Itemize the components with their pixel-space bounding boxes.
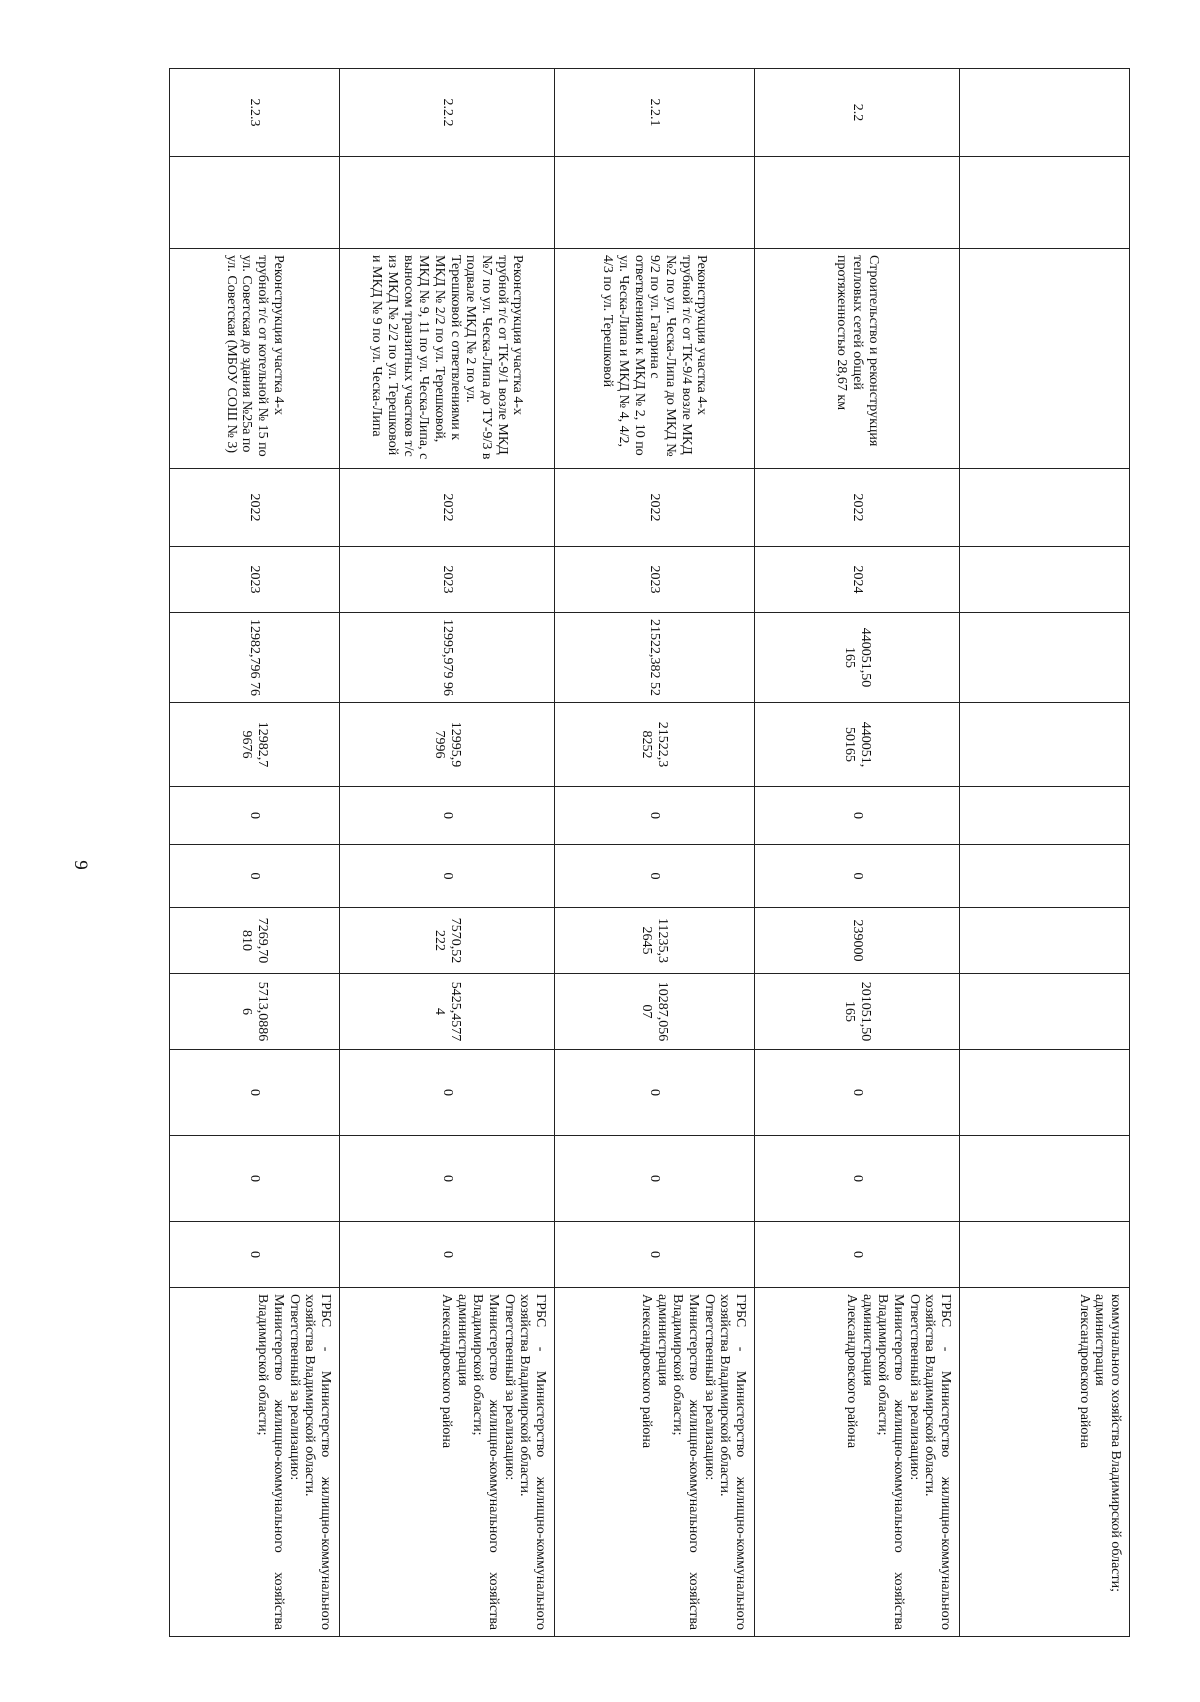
responsible-line: ГРБС - Министерство жилищно-коммунального хозяйства Владимирской области. <box>717 1294 748 1630</box>
value-5-cell <box>960 908 1130 974</box>
value-9-cell: 0 <box>755 1222 960 1288</box>
year-start-cell: 2022 <box>170 469 340 547</box>
value-3-cell: 0 <box>340 787 555 845</box>
value-3-cell: 0 <box>170 787 340 845</box>
row-subnumber-cell <box>555 157 755 249</box>
responsible-cell <box>170 1288 340 1637</box>
value-8-cell: 0 <box>555 1136 755 1222</box>
responsible-line: Александровского района <box>438 1294 454 1449</box>
responsible-line: администрация <box>654 1294 670 1386</box>
value-8-cell: 0 <box>755 1136 960 1222</box>
table-row <box>555 69 755 1637</box>
table-row <box>755 69 960 1637</box>
value-7-cell <box>960 1050 1130 1136</box>
responsible-line: Ответственный за реализацию: <box>286 1294 302 1481</box>
value-3-cell: 0 <box>755 787 960 845</box>
value-7-cell: 0 <box>555 1050 755 1136</box>
row-number-cell: 2.2.2 <box>340 69 555 157</box>
value-7-cell: 0 <box>170 1050 340 1136</box>
value-6-cell: 5425,4577 4 <box>340 974 555 1050</box>
row-subnumber-cell <box>340 157 555 249</box>
responsible-line: Александровского района <box>843 1294 859 1449</box>
year-start-cell: 2022 <box>340 469 555 547</box>
total-value-cell <box>960 613 1130 703</box>
value-4-cell: 0 <box>170 845 340 908</box>
responsible-line: Министерство жилищно-коммунального хозяйства Владимирской области; <box>255 1294 286 1630</box>
responsible-line: администрация <box>454 1294 470 1386</box>
value-6-cell <box>960 974 1130 1050</box>
year-end-cell <box>960 547 1130 613</box>
value-2-cell: 440051, 50165 <box>755 703 960 787</box>
measure-name-cell: Реконструкция участка 4-х трубной т/с от котельной № 15 по ул. Советская до здания №25а по ул. Советская (МБОУ СОШ № 3) <box>170 249 340 469</box>
total-value-cell: 440051,50 165 <box>755 613 960 703</box>
row-subnumber-cell <box>755 157 960 249</box>
responsible-line: Ответственный за реализацию: <box>906 1294 922 1481</box>
row-number-cell <box>960 69 1130 157</box>
responsible-line: ГРБС - Министерство жилищно-коммунального хозяйства Владимирской области. <box>922 1294 953 1630</box>
total-value-cell: 12995,979 96 <box>340 613 555 703</box>
program-table <box>169 68 1130 1637</box>
responsible-line: ГРБС - Министерство жилищно-коммунального хозяйства Владимирской области. <box>517 1294 548 1630</box>
measure-name-cell: Реконструкция участка 4-х трубной т/с от ТК-9/1 возле МКД №7 по ул. Ческа-Липа до ТУ-9/3 в подвале МКД № 2 по ул. Терешковой с ответвлениями к МКД № 2/2 по ул. Терешковой, МКД № 9, 11 по ул. Ческа-Липа, с выносом транзитных участков т/с из МКД № 2/2 по ул. Терешковой и МКД № 9 по ул. Ческа-Липа <box>340 249 555 469</box>
responsible-line: Ответственный за реализацию: <box>701 1294 717 1481</box>
row-subnumber-cell <box>960 157 1130 249</box>
table-row <box>170 69 340 1637</box>
table-row <box>340 69 555 1637</box>
value-9-cell: 0 <box>555 1222 755 1288</box>
value-8-cell <box>960 1136 1130 1222</box>
responsible-line: администрация <box>859 1294 875 1386</box>
row-subnumber-cell <box>170 157 340 249</box>
measure-name-cell: Строительство и реконструкция тепловых сетей общей протяженностью 28,67 км <box>755 249 960 469</box>
table-row <box>960 69 1130 1637</box>
value-7-cell: 0 <box>340 1050 555 1136</box>
responsible-line: Министерство жилищно-коммунального хозяйства Владимирской области; <box>670 1294 701 1630</box>
responsible-line: Александровского района <box>1076 1294 1092 1449</box>
measure-name-cell <box>960 249 1130 469</box>
value-2-cell: 21522,3 8252 <box>555 703 755 787</box>
value-9-cell: 0 <box>340 1222 555 1288</box>
value-9-cell <box>960 1222 1130 1288</box>
row-number-cell: 2.2.1 <box>555 69 755 157</box>
rotated-table-area <box>170 68 1130 1636</box>
measure-name-cell: Реконструкция участка 4-х трубной т/с от ТК-9/4 возле МКД №2 по ул. Ческа-Липа до МКД № 9/2 по ул. Гагарина с ответвлениями к МКД № 2, 10 по ул. Ческа-Липа и МКД № 4, 4/2, 4/3 по ул. Терешковой <box>555 249 755 469</box>
responsible-line: администрация <box>1092 1294 1108 1386</box>
year-end-cell: 2023 <box>555 547 755 613</box>
value-2-cell: 12982,7 9676 <box>170 703 340 787</box>
responsible-cell <box>555 1288 755 1637</box>
year-start-cell <box>960 469 1130 547</box>
value-4-cell: 0 <box>340 845 555 908</box>
responsible-cell <box>755 1288 960 1637</box>
value-3-cell <box>960 787 1130 845</box>
year-start-cell: 2022 <box>555 469 755 547</box>
value-8-cell: 0 <box>340 1136 555 1222</box>
responsible-line: ГРБС - Министерство жилищно-коммунального хозяйства Владимирской области. <box>302 1294 333 1630</box>
row-number-cell: 2.2 <box>755 69 960 157</box>
responsible-line: Министерство жилищно-коммунального хозяйства Владимирской области; <box>470 1294 501 1630</box>
year-end-cell: 2023 <box>170 547 340 613</box>
responsible-cell <box>340 1288 555 1637</box>
value-3-cell: 0 <box>555 787 755 845</box>
responsible-line: Министерство жилищно-коммунального хозяйства Владимирской области; <box>875 1294 906 1630</box>
value-5-cell: 7269,70 810 <box>170 908 340 974</box>
value-9-cell: 0 <box>170 1222 340 1288</box>
value-6-cell: 10287,056 07 <box>555 974 755 1050</box>
value-2-cell <box>960 703 1130 787</box>
value-5-cell: 7570,52 222 <box>340 908 555 974</box>
row-number-cell: 2.2.3 <box>170 69 340 157</box>
year-end-cell: 2024 <box>755 547 960 613</box>
page-number: 9 <box>70 860 91 870</box>
value-4-cell: 0 <box>755 845 960 908</box>
year-end-cell: 2023 <box>340 547 555 613</box>
value-5-cell: 239000 <box>755 908 960 974</box>
responsible-line: Александровского района <box>638 1294 654 1449</box>
value-7-cell: 0 <box>755 1050 960 1136</box>
responsible-line: коммунального хозяйства Владимирской области; <box>1108 1294 1123 1593</box>
total-value-cell: 21522,382 52 <box>555 613 755 703</box>
value-4-cell <box>960 845 1130 908</box>
total-value-cell: 12982,796 76 <box>170 613 340 703</box>
value-4-cell: 0 <box>555 845 755 908</box>
value-6-cell: 5713,0886 6 <box>170 974 340 1050</box>
responsible-cell <box>960 1288 1130 1637</box>
value-8-cell: 0 <box>170 1136 340 1222</box>
value-2-cell: 12995,9 7996 <box>340 703 555 787</box>
year-start-cell: 2022 <box>755 469 960 547</box>
value-5-cell: 11235,3 2645 <box>555 908 755 974</box>
responsible-line: Ответственный за реализацию: <box>501 1294 517 1481</box>
value-6-cell: 201051,50 165 <box>755 974 960 1050</box>
